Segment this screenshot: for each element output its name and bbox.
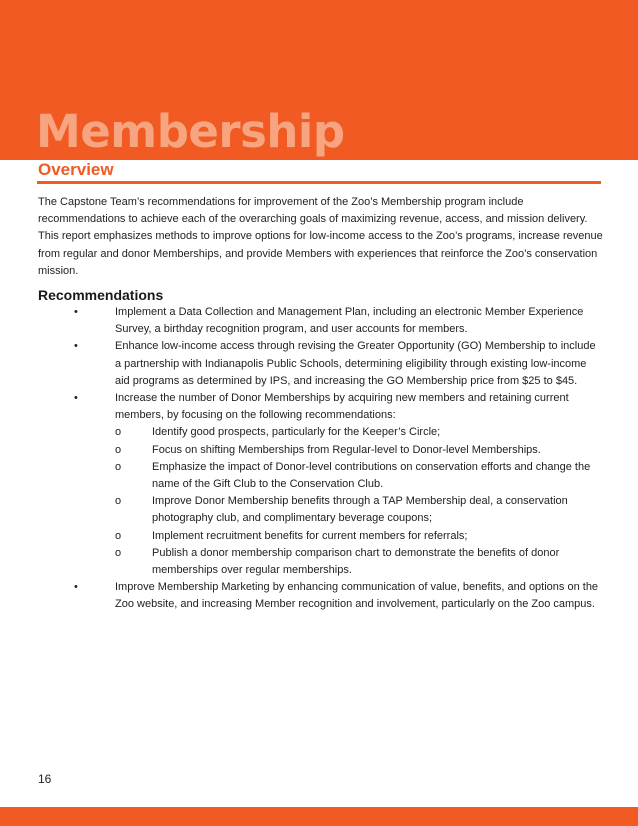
sub-bullet-marker: o xyxy=(115,529,122,542)
intro-paragraph: The Capstone Team’s recommendations for improvement of the Zoo’s Membership program include recommendations to achieve each of the overarching goals of maximizing revenue, access, and mission delivery. This report emphasizes methods to improve options for low-income access to the Zoo’s programs, increase revenue from regular and donor Memberships, and provide Members with experiences that reinforce the Zoo’s conservation mission. xyxy=(38,196,603,277)
sub-list-item-text: Emphasize the impact of Donor-level contributions on conservation efforts and change the name of the Gift Club to the Conservation Club. xyxy=(152,460,591,491)
list-item xyxy=(38,304,604,338)
bullet-marker: • xyxy=(74,340,78,353)
footer-band xyxy=(0,807,638,826)
bullet-marker: • xyxy=(74,392,78,405)
section-subtitle: Overview xyxy=(38,160,114,179)
sub-list-item xyxy=(115,493,604,527)
bullet-marker: • xyxy=(74,306,78,318)
sub-list-item-text: Identify good prospects, particularly for the Keeper’s Circle; xyxy=(152,426,441,439)
sub-list-item xyxy=(115,442,604,459)
list-item-text: Enhance low-income access through revising the Greater Opportunity (GO) Membership to include a partnership with Indianapolis Public Schools, determining eligibility through existing low-income aid programs as determined by IPS, and increasing the GO Membership price from $25 to $45. xyxy=(115,340,596,387)
sub-list-item-text: Publish a donor membership comparison chart to demonstrate the benefits of donor memberships over regular memberships. xyxy=(152,546,560,577)
sub-list-item xyxy=(115,545,604,579)
sub-bullet-marker: o xyxy=(115,443,122,456)
page-number: 16 xyxy=(38,772,52,786)
sub-list-item xyxy=(115,459,604,493)
sub-bullet-marker: o xyxy=(115,460,122,473)
sub-bullet-marker: o xyxy=(115,546,122,559)
sub-list-item xyxy=(115,528,604,545)
recommendations-list xyxy=(38,304,604,614)
recommendations-heading: Recommendations xyxy=(38,287,164,303)
bullet-marker: • xyxy=(74,581,78,594)
sub-bullet-marker: o xyxy=(115,426,122,439)
list-item-text: Improve Membership Marketing by enhancing communication of value, benefits, and options on the Zoo website, and increasing Member recognition and involvement, particularly on the Zoo campus. xyxy=(115,581,599,611)
sub-list-item xyxy=(115,424,604,441)
sub-bullet-marker: o xyxy=(115,495,122,508)
sub-list xyxy=(115,424,604,579)
title-rule xyxy=(37,181,601,184)
page-title: Membership xyxy=(36,105,345,158)
list-item xyxy=(38,338,604,390)
sub-list-item-text: Improve Donor Membership benefits through a TAP Membership deal, a conservation photography club, and complimentary beverage coupons; xyxy=(152,495,568,525)
list-item-text: Increase the number of Donor Memberships by acquiring new members and retaining current members, by focusing on the following recommendations: xyxy=(115,392,569,422)
sub-list-item-text: Focus on shifting Memberships from Regular-level to Donor-level Memberships. xyxy=(152,443,541,456)
list-item-text: Implement a Data Collection and Management Plan, including an electronic Member Experience Survey, a birthday recognition program, and user accounts for members. xyxy=(115,306,584,336)
list-item xyxy=(38,579,604,613)
list-item xyxy=(38,390,604,579)
sub-list-item-text: Implement recruitment benefits for current members for referrals; xyxy=(152,529,468,542)
